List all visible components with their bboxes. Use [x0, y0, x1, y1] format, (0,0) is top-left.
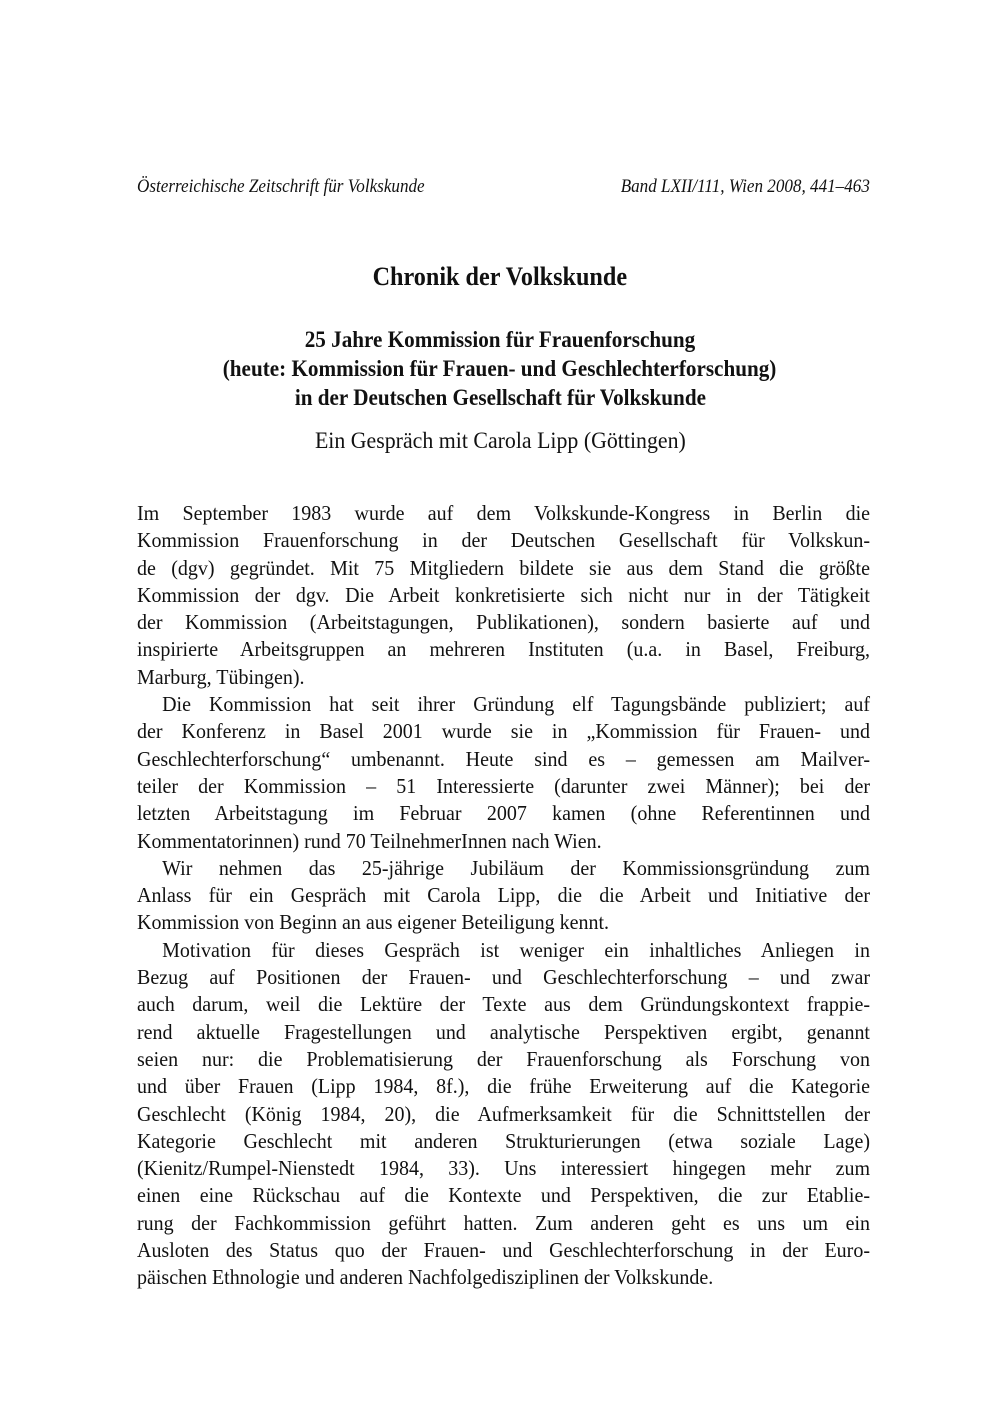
body-line — [137, 1264, 870, 1291]
body-line-text: inspirierte Arbeitsgruppen an mehreren Instituten (u.a. in Basel, Freiburg, — [137, 637, 870, 662]
body-line-text: letzten Arbeitstagung im Februar 2007 kamen (ohne Referentinnen und — [137, 801, 870, 826]
body-line-text: auch darum, weil die Lektüre der Texte aus dem Gründungskontext frappie- — [137, 992, 870, 1017]
running-head — [137, 176, 870, 202]
body-line — [137, 882, 870, 909]
body-line-text: Ausloten des Status quo der Frauen- und Geschlechterforschung in der Euro- — [137, 1238, 870, 1263]
body-line — [137, 582, 870, 609]
body-line — [137, 746, 870, 773]
body-line — [137, 1019, 870, 1046]
body-line-text: päischen Ethnologie und anderen Nachfolgedisziplinen der Volkskunde. — [137, 1265, 714, 1290]
body-line — [137, 909, 870, 936]
body-line — [137, 1182, 870, 1209]
body-line — [137, 1128, 870, 1155]
section-title — [0, 262, 1000, 292]
article-title-line-1: 25 Jahre Kommission für Frauenforschung — [304, 327, 696, 353]
body-line — [137, 1046, 870, 1073]
body-text — [137, 500, 870, 1292]
body-line — [137, 664, 870, 691]
body-line-text: Bezug auf Positionen der Frauen- und Geschlechterforschung – und zwar — [137, 965, 870, 990]
body-line — [137, 555, 870, 582]
body-line-text: rung der Fachkommission geführt hatten. Zum anderen geht es uns um ein — [137, 1210, 870, 1235]
body-line — [137, 937, 870, 964]
body-line-text: Im September 1983 wurde auf dem Volkskunde-Kongress in Berlin die — [137, 501, 870, 525]
body-line-text: Geschlechterforschung“ umbenannt. Heute sind es – gemessen am Mailver- — [137, 746, 870, 771]
body-line-text: rend aktuelle Fragestellungen und analytische Perspektiven ergibt, genannt — [137, 1019, 870, 1044]
body-line-text: Kommission der dgv. Die Arbeit konkretisierte sich nicht nur in der Tätigkeit — [137, 582, 870, 607]
body-line — [137, 636, 870, 663]
body-line-text: Anlass für ein Gespräch mit Carola Lipp, die die Arbeit und Initiative der — [137, 883, 870, 908]
body-line — [137, 718, 870, 745]
body-line — [137, 1101, 870, 1128]
body-line-text: Kommission von Beginn an aus eigener Beteiligung kennt. — [137, 910, 610, 935]
body-line-text: teiler der Kommission – 51 Interessierte (darunter zwei Männer); bei der — [137, 773, 870, 798]
body-line-text: (Kienitz/Rumpel-Nienstedt 1984, 33). Uns interessiert hingegen mehr zum — [137, 1156, 870, 1181]
body-line — [137, 991, 870, 1018]
body-line — [137, 1073, 870, 1100]
body-line — [137, 609, 870, 636]
body-line — [137, 1210, 870, 1237]
volume-info: Band LXII/111, Wien 2008, 441–463 — [620, 176, 870, 197]
body-line-text: Kategorie Geschlecht mit anderen Strukturierungen (etwa soziale Lage) — [137, 1128, 870, 1153]
article-title-line — [0, 326, 1000, 355]
body-line — [137, 800, 870, 827]
article-subtitle-text: Ein Gespräch mit Carola Lipp (Göttingen) — [314, 428, 686, 454]
body-line-text: Die Kommission hat seit ihrer Gründung elf Tagungsbände publiziert; auf — [162, 692, 870, 717]
article-title-line — [0, 384, 1000, 413]
body-line-text: einen eine Rückschau auf die Kontexte und Perspektiven, die zur Etablie- — [137, 1183, 870, 1208]
article-title-line — [0, 355, 1000, 384]
body-line-text: seien nur: die Problematisierung der Frauenforschung als Forschung von — [137, 1046, 870, 1071]
body-line — [137, 773, 870, 800]
body-line — [137, 500, 870, 527]
body-line-text: Marburg, Tübingen). — [137, 664, 305, 689]
section-title-text: Chronik der Volkskunde — [372, 262, 628, 291]
body-line — [137, 828, 870, 855]
body-line-text: Kommentatorinnen) rund 70 TeilnehmerInnen nach Wien. — [137, 828, 602, 853]
body-line-text: Kommission Frauenforschung in der Deutschen Gesellschaft für Volkskun- — [137, 528, 870, 553]
body-line — [137, 1237, 870, 1264]
body-line-text: de (dgv) gegründet. Mit 75 Mitgliedern bildete sie aus dem Stand die größte — [137, 555, 870, 580]
body-line-text: der Konferenz in Basel 2001 wurde sie in „Kommission für Frauen- und — [137, 719, 870, 744]
journal-name: Österreichische Zeitschrift für Volkskunde — [137, 176, 425, 197]
body-line-text: Wir nehmen das 25-jährige Jubiläum der Kommissionsgründung zum — [162, 855, 870, 880]
body-line — [137, 527, 870, 554]
article-subtitle — [0, 428, 1000, 455]
article-title-line-2: (heute: Kommission für Frauen- und Geschlechterforschung) — [223, 356, 777, 382]
body-line-text: der Kommission (Arbeitstagungen, Publikationen), sondern basierte auf und — [137, 610, 870, 635]
body-line — [137, 855, 870, 882]
article-title-line-3: in der Deutschen Gesellschaft für Volkskunde — [294, 385, 706, 411]
body-line — [137, 1155, 870, 1182]
body-line — [137, 691, 870, 718]
body-line-text: Motivation für dieses Gespräch ist weniger ein inhaltliches Anliegen in — [162, 937, 870, 962]
article-title — [0, 326, 1000, 413]
body-line-text: Geschlecht (König 1984, 20), die Aufmerksamkeit für die Schnittstellen der — [137, 1101, 870, 1126]
body-line-text: und über Frauen (Lipp 1984, 8f.), die frühe Erweiterung auf die Kategorie — [137, 1074, 870, 1099]
body-line — [137, 964, 870, 991]
